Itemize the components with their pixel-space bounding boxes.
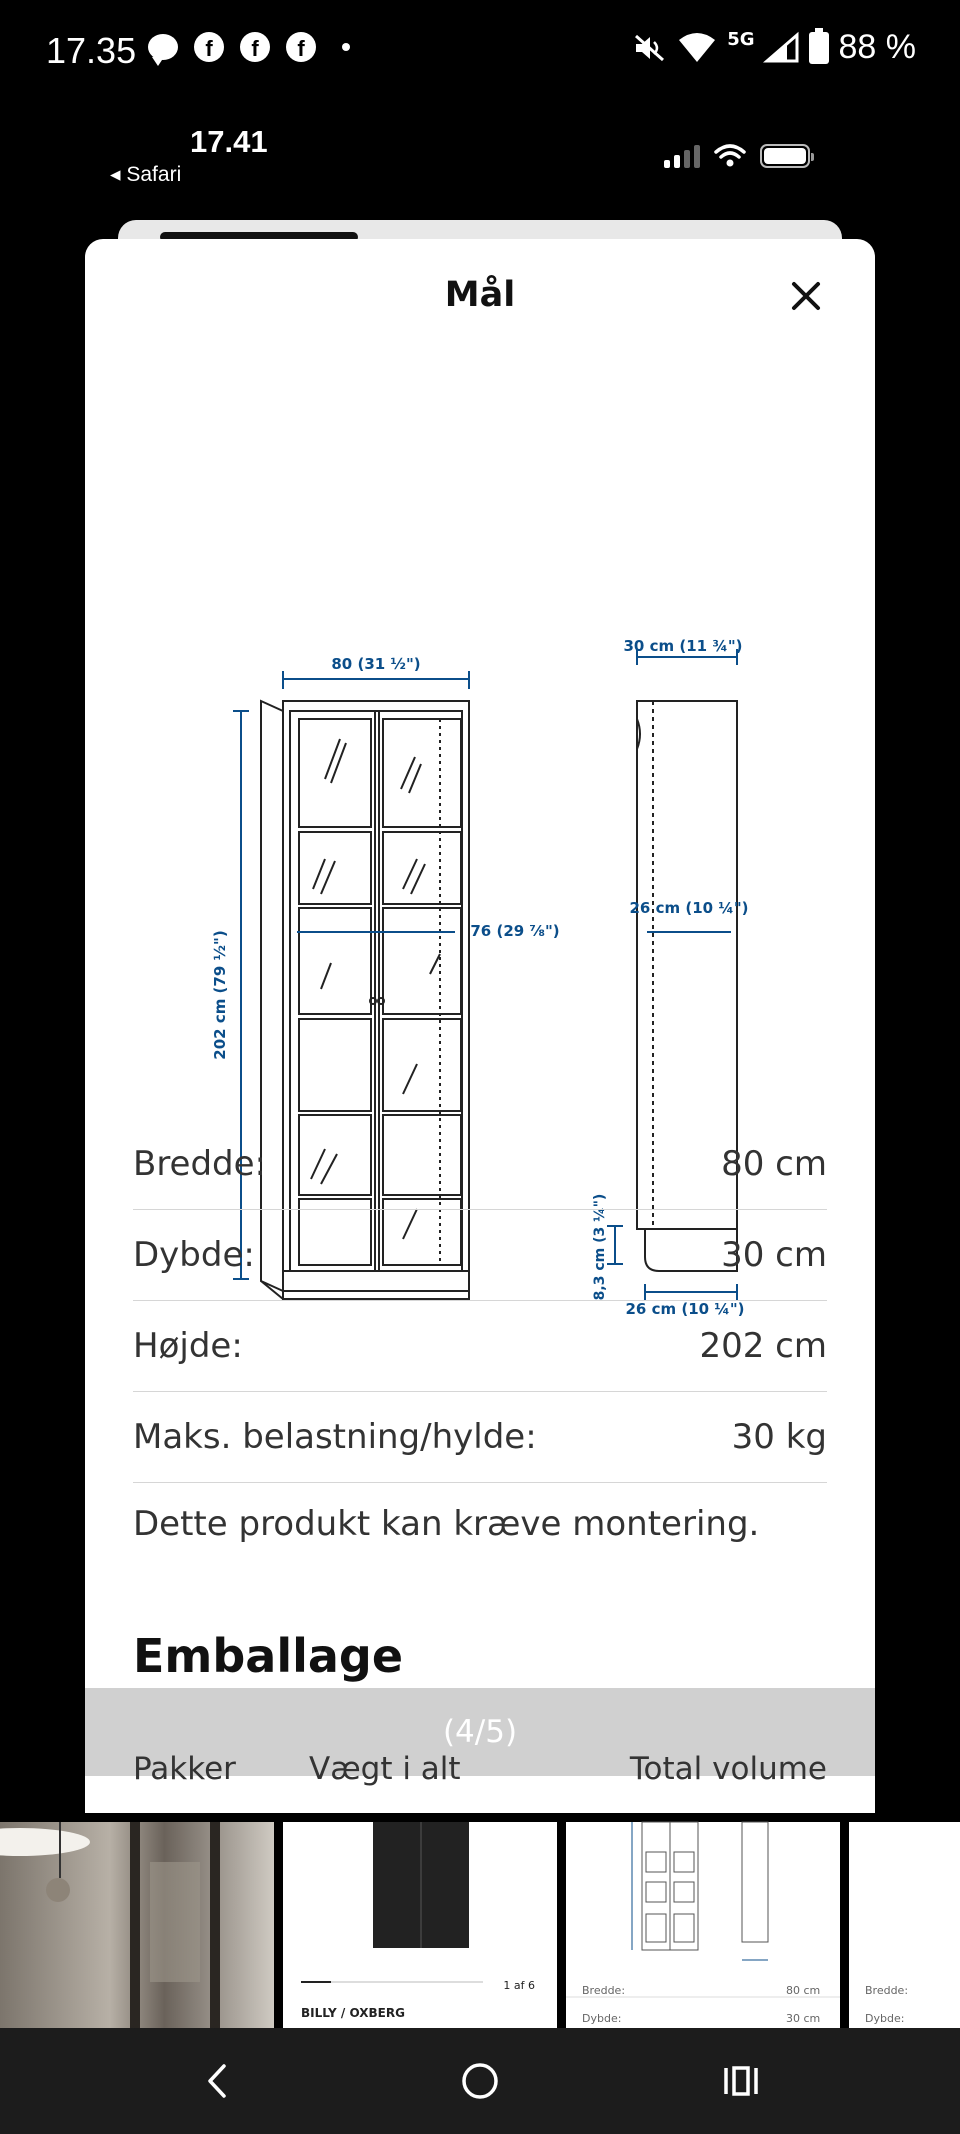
header-packages: Pakker [133,1751,236,1787]
side-depth-label: 30 cm (11 ¾") [623,637,743,655]
mute-icon [633,33,667,63]
wifi-icon [714,144,746,168]
signal-icon [765,33,799,63]
back-to-safari-link[interactable]: ◂ Safari [110,163,182,186]
close-button[interactable] [787,277,825,315]
assembly-note: Dette produkt kan kræve montering. [133,1504,760,1544]
ios-time: 17.41 [190,124,268,159]
spec-row [133,1392,827,1483]
thumbnail-dimensions-2[interactable] [849,1822,960,2028]
battery-icon [809,32,829,64]
mini-label: Bredde: [865,1984,909,1997]
spec-table [133,1119,827,1483]
message-icon [148,34,178,60]
recent-apps-button[interactable] [718,2058,764,2104]
battery-level: 88 % [838,28,916,66]
image-pager-count: (4/5) [442,1714,518,1750]
ios-system-icons [664,144,810,168]
notification-icons [148,32,350,62]
ios-status-bar [0,110,960,210]
thumbnail-caption: BILLY / OXBERG [301,2006,405,2020]
packaging-title: Emballage [133,1629,404,1683]
system-icons [633,28,916,67]
spec-row [133,1119,827,1210]
mini-label: Bredde: [582,1984,626,1997]
spec-label: Maks. belastning/hylde: [133,1417,537,1457]
plinth-height-label: 8,3 cm (3 ¼") [592,1193,608,1301]
facebook-icon: f [286,32,316,62]
spec-label: Højde: [133,1326,243,1366]
spec-value: 30 cm [721,1235,827,1275]
header-total-volume: Total volume [629,1751,827,1787]
more-notifications-icon [342,43,350,51]
header-total-weight: Vægt i alt [309,1751,461,1787]
cellular-signal-icon [664,145,700,168]
thumbnail-room-photo[interactable] [0,1822,274,2028]
network-type: 5G [727,29,755,50]
spec-label: Dybde: [133,1235,255,1275]
status-time: 17.35 [46,30,137,71]
back-button[interactable] [196,2058,242,2104]
front-height-label: 202 cm (79 ½") [211,930,229,1060]
spec-row [133,1301,827,1392]
base-depth-label: 26 cm (10 ¼") [625,1300,745,1318]
thumbnail-product[interactable] [283,1822,557,2028]
facebook-icon: f [240,32,270,62]
modal-title: Mål [444,275,516,315]
thumbnail-page-label: 1 af 6 [503,1979,535,1992]
front-width-label: 80 (31 ½") [331,655,421,673]
dimensions-thumbnail-image [566,1822,840,2028]
thumbnail-strip [0,1822,960,2028]
thumbnail-dimensions[interactable] [566,1822,840,2028]
facebook-icon: f [194,32,224,62]
mini-value: 30 cm [786,2012,821,2025]
inner-width-label: 76 (29 ⅞") [470,922,560,940]
spec-value: 30 kg [731,1417,827,1457]
spec-value: 80 cm [721,1144,827,1184]
product-image [283,1822,557,2028]
dimensions-modal [85,239,875,1813]
mini-label: Dybde: [865,2012,905,2025]
android-nav-bar [0,2028,960,2134]
ios-battery-icon [760,144,810,168]
spec-value: 202 cm [699,1326,827,1366]
spec-row [133,1210,827,1301]
mini-value: 80 cm [786,1984,821,1997]
spec-label: Bredde: [133,1144,267,1184]
room-photo-image [0,1822,274,2028]
android-status-bar [0,0,960,110]
mini-label: Dybde: [582,2012,622,2025]
home-button[interactable] [457,2058,503,2104]
wifi-icon [677,32,717,64]
side-inner-depth-label: 26 cm (10 ¼") [629,899,749,917]
